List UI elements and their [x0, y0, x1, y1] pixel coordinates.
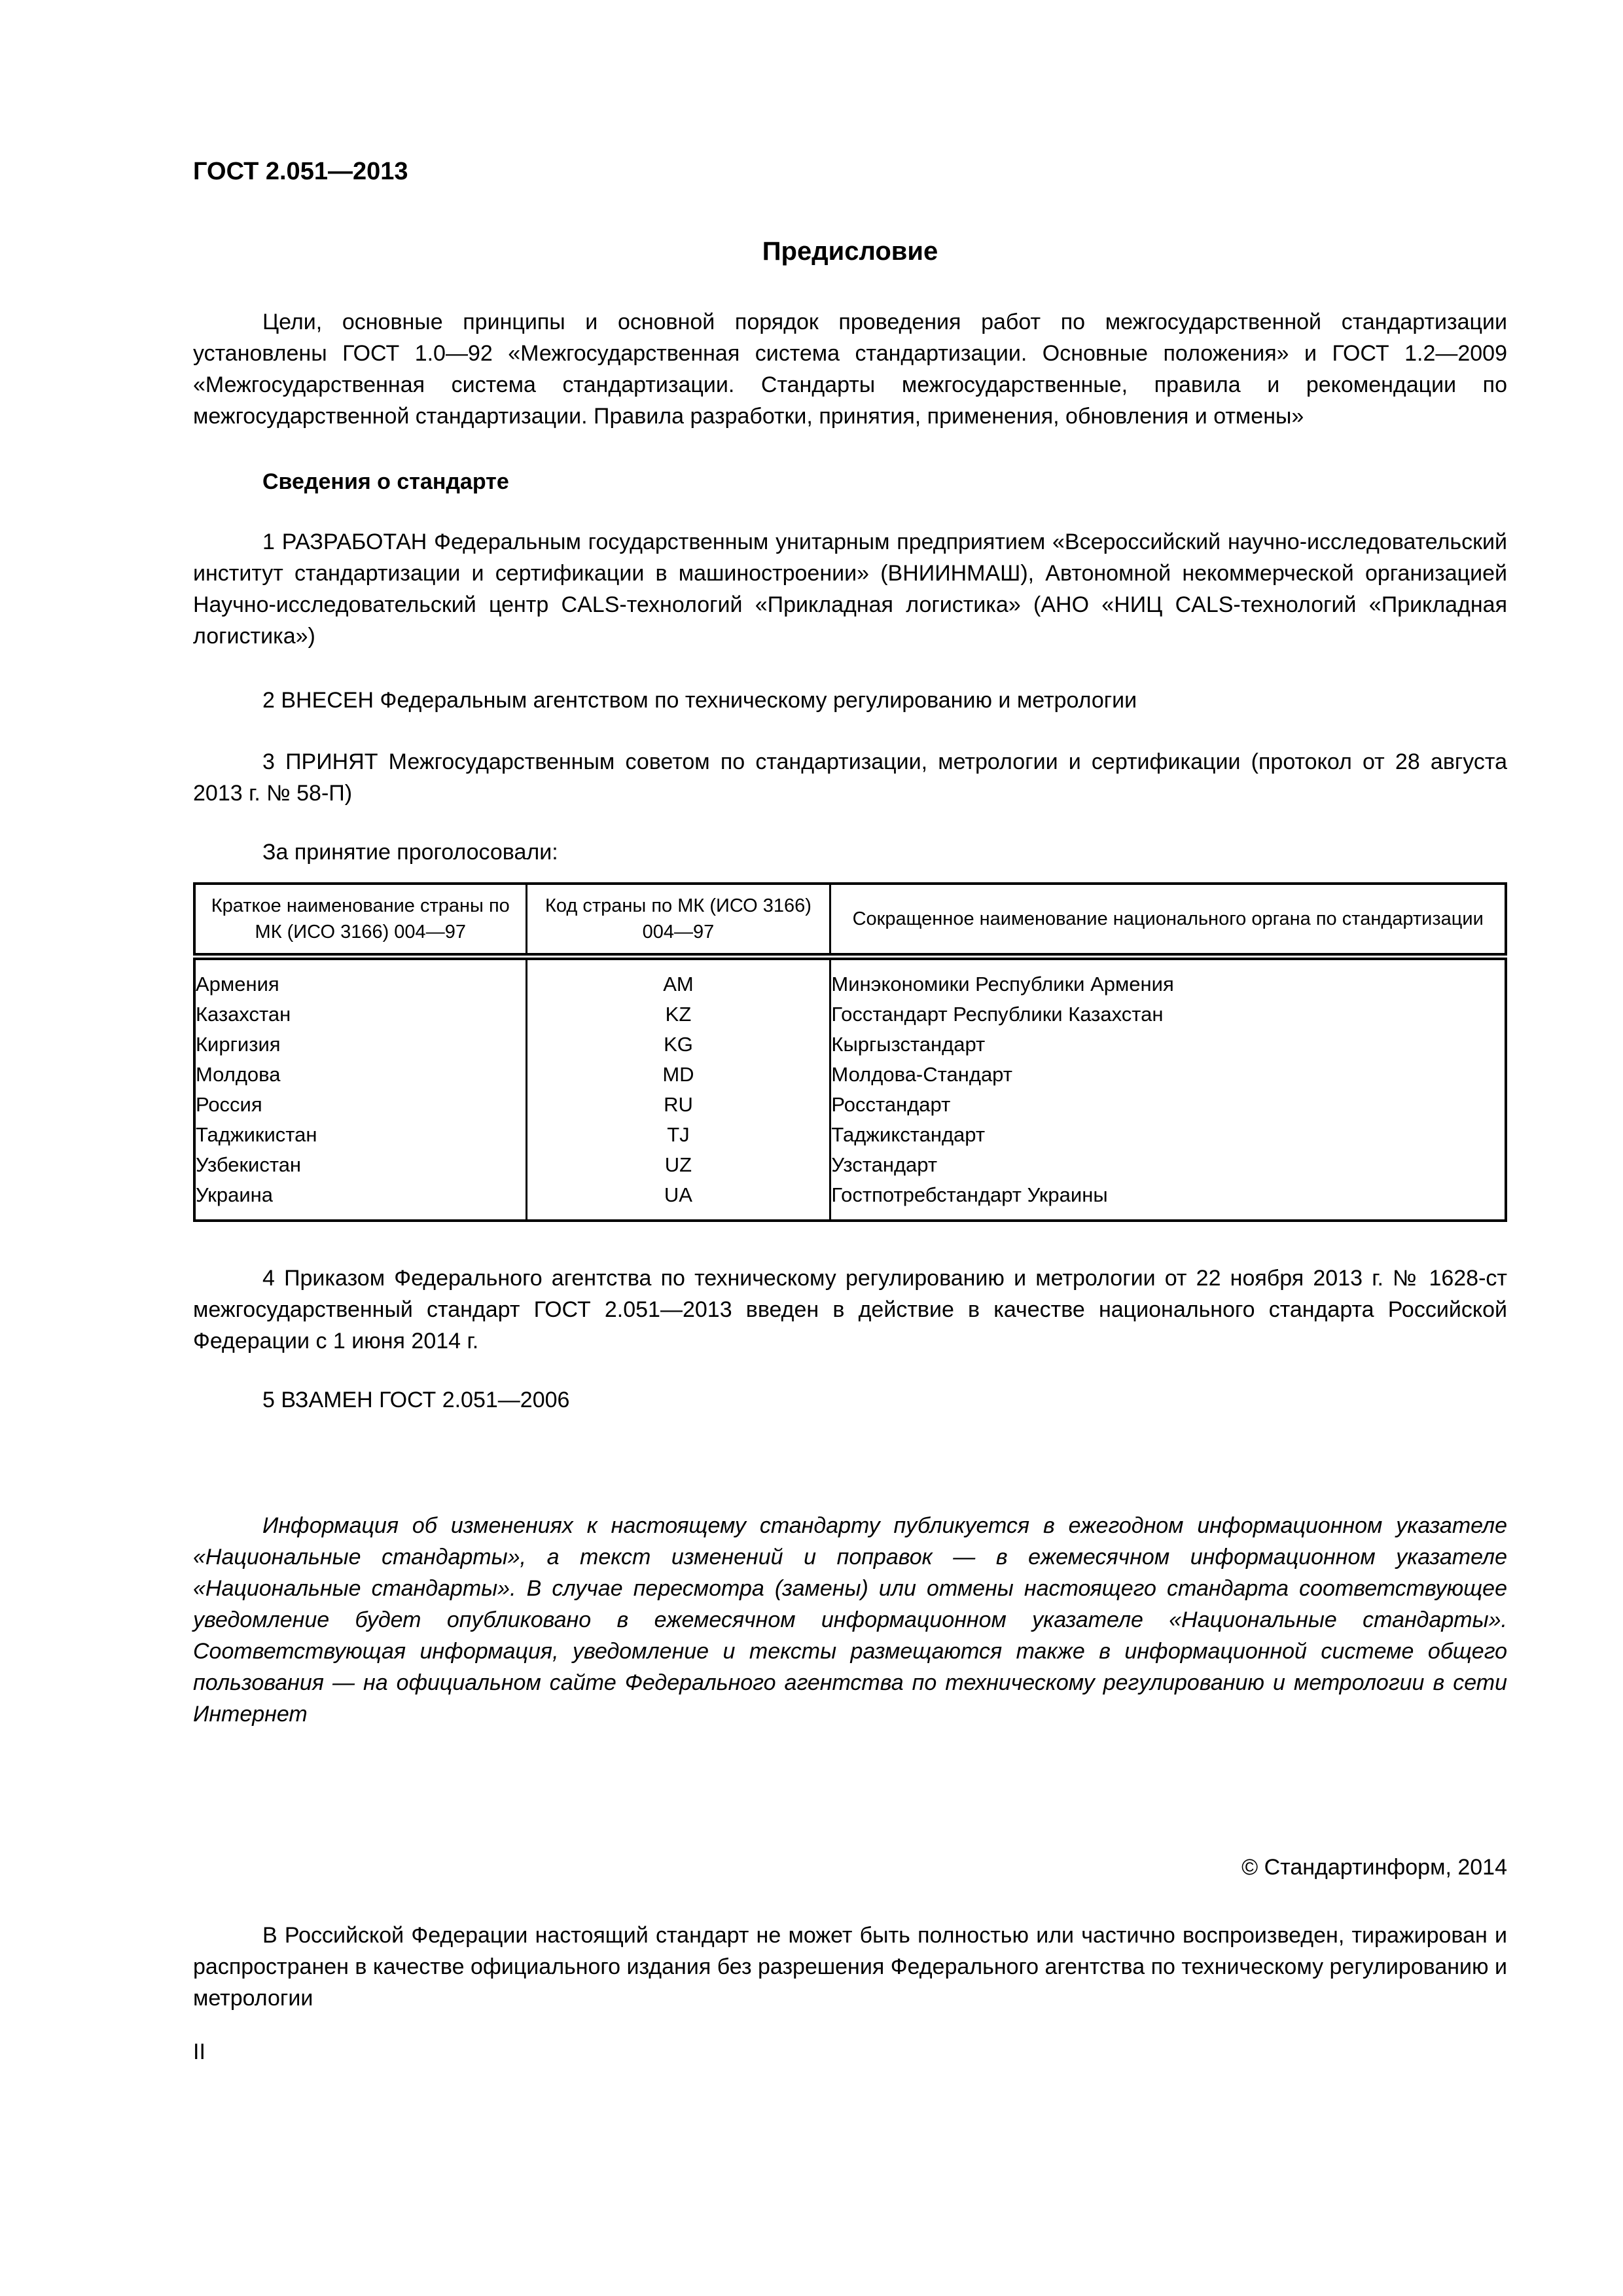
- table-row: [194, 1090, 1506, 1120]
- reproduction-notice: В Российской Федерации настоящий стандарт не может быть полностью или частично воспроизведен, тиражирован и распространен в качестве официального издания без разрешения Федерального агентства по техническому регулированию и метрологии: [193, 1923, 1507, 2011]
- cell-country: Узбекистан: [196, 1153, 302, 1176]
- page-number: II: [193, 2039, 205, 2064]
- page-content: [193, 0, 1507, 2068]
- cell-body: Узстандарт: [830, 1150, 1506, 1180]
- foreword-intro-paragraph: Цели, основные принципы и основной порядок проведения работ по межгосударственной стандартизации установлены ГОСТ 1.0—92 «Межгосударственная система стандартизации. Основные положения» и ГОСТ 1.2—2009 «Межгосударственная система стандартизации. Стандарты межгосударственные, правила и рекомендации по межгосударственной стандартизации. Правила разработки, принятия, применения, обновления и отмены»: [193, 310, 1507, 429]
- vote-table-header: [194, 884, 1506, 957]
- cell-code: AM: [526, 957, 830, 1000]
- cell-country: Киргизия: [196, 1033, 281, 1056]
- cell-body: Минэкономики Республики Армения: [830, 957, 1506, 1000]
- table-row: [194, 999, 1506, 1030]
- cell-code: UZ: [526, 1150, 830, 1180]
- cell-body: Таджикстандарт: [830, 1120, 1506, 1150]
- cell-body: Кыргызстандарт: [830, 1030, 1506, 1060]
- cell-country: Молдова: [196, 1063, 281, 1086]
- table-row: [194, 1150, 1506, 1180]
- vote-table-body: [194, 957, 1506, 1221]
- header-cell-body: Сокращенное наименование национального органа по стандартизации: [830, 884, 1506, 957]
- standard-info-heading: Сведения о стандарте: [262, 469, 509, 494]
- foreword-item-5: 5 ВЗАМЕН ГОСТ 2.051—2006: [262, 1388, 570, 1412]
- changes-notice: Информация об изменениях к настоящему стандарту публикуется в ежегодном информационном указателе «Национальные стандарты», а текст изменений и поправок — в ежемесячном информационном указателе «Национальные стандарты». В случае пересмотра (замены) или отмены настоящего стандарта соответствующее уведомление будет опубликовано в ежемесячном информационном указателе «Национальные стандарты». Соответствующая информация, уведомление и тексты размещаются также в информационной системе общего пользования — на официальном сайте Федерального агентства по техническому регулированию и метрологии в сети Интернет: [193, 1513, 1507, 1727]
- header-cell-code: Код страны по МК (ИСО 3166) 004—97: [526, 884, 830, 957]
- cell-country: Таджикистан: [196, 1123, 317, 1146]
- vote-intro: За принятие проголосовали:: [262, 840, 558, 865]
- cell-body: Госстандарт Республики Казахстан: [830, 999, 1506, 1030]
- cell-country: Украина: [196, 1183, 274, 1206]
- copyright-line: © Стандартинформ, 2014: [1241, 1855, 1507, 1880]
- cell-code: TJ: [526, 1120, 830, 1150]
- cell-country: Казахстан: [196, 1003, 291, 1026]
- foreword-item-1: 1 РАЗРАБОТАН Федеральным государственным унитарным предприятием «Всероссийский научно-исследовательский институт стандартизации и сертификации в машиностроении» (ВНИИНМАШ), Автономной некоммерческой организацией Научно-исследовательский центр CALS-технологий «Прикладная логистика» (АНО «НИЦ CALS-технологий «Прикладная логистика»): [193, 529, 1507, 649]
- cell-code: MD: [526, 1060, 830, 1090]
- table-row: [194, 1120, 1506, 1150]
- header-cell-country: Краткое наименование страны по МК (ИСО 3166) 004—97: [194, 884, 526, 957]
- cell-code: KG: [526, 1030, 830, 1060]
- table-row: [194, 1180, 1506, 1221]
- cell-body: Росстандарт: [830, 1090, 1506, 1120]
- cell-code: RU: [526, 1090, 830, 1120]
- cell-country: Армения: [196, 973, 279, 996]
- table-row: [194, 1060, 1506, 1090]
- table-header-row: [194, 884, 1506, 957]
- table-row: [194, 957, 1506, 1000]
- cell-code: KZ: [526, 999, 830, 1030]
- cell-body: Молдова-Стандарт: [830, 1060, 1506, 1090]
- cell-code: UA: [526, 1180, 830, 1221]
- vote-table: [193, 882, 1507, 1222]
- doc-code: ГОСТ 2.051—2013: [193, 158, 408, 185]
- foreword-item-3: 3 ПРИНЯТ Межгосударственным советом по стандартизации, метрологии и сертификации (протокол от 28 августа 2013 г. № 58-П): [193, 749, 1507, 806]
- table-row: [194, 1030, 1506, 1060]
- cell-country: Россия: [196, 1093, 262, 1116]
- page-title: Предисловие: [762, 237, 938, 266]
- foreword-item-2: 2 ВНЕСЕН Федеральным агентством по техническому регулированию и метрологии: [262, 688, 1137, 713]
- cell-body: Гостпотребстандарт Украины: [830, 1180, 1506, 1221]
- foreword-item-4: 4 Приказом Федерального агентства по техническому регулированию и метрологии от 22 ноября 2013 г. № 1628-ст межгосударственный стандарт ГОСТ 2.051—2013 введен в действие в качестве национального стандарта Российской Федерации с 1 июня 2014 г.: [193, 1266, 1507, 1354]
